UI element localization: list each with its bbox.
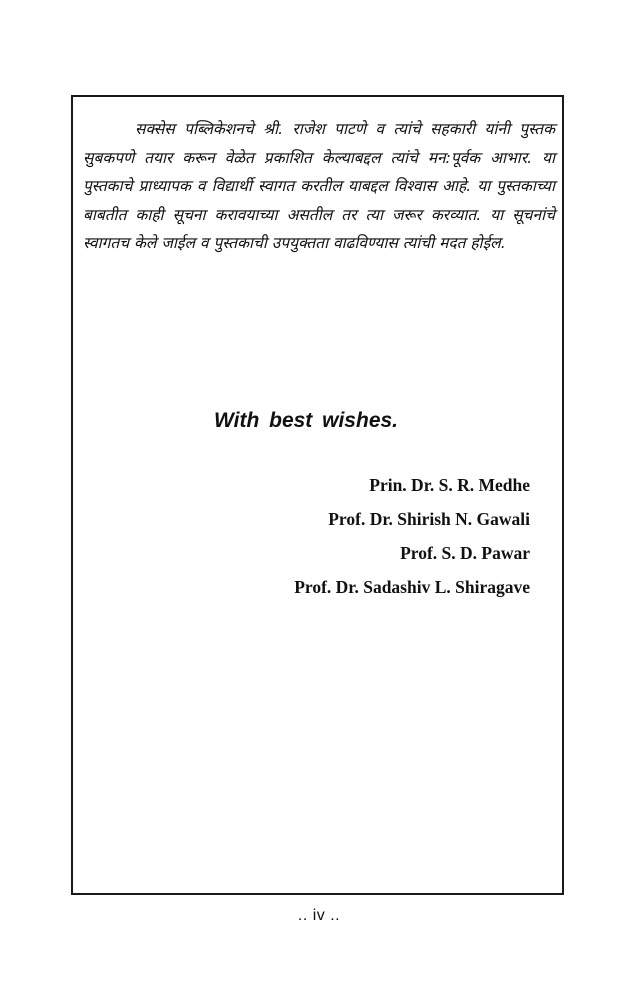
- signatories-block: [294, 468, 530, 604]
- signatory-name: Prof. Dr. Sadashiv L. Shiragave: [294, 577, 530, 597]
- page-border-frame: [71, 95, 564, 895]
- signatory-name: Prof. S. D. Pawar: [400, 543, 530, 563]
- acknowledgement-paragraph: सक्सेस पब्लिकेशनचे श्री. राजेश पाटणे व त्यांचे सहकारी यांनी पुस्तक सुबकपणे तयार करून वेळेत प्रकाशित केल्याबद्दल त्यांचे मन:पूर्वक आभार. या पुस्तकाचे प्राध्यापक व विद्यार्थी स्वागत करतील याबद्दल विश्वास आहे. या पुस्तकाच्या बाबतीत काही सूचना करावयाच्या असतील तर त्या जरूर करव्यात. या सूचनांचे स्वागतच केले जाईल व पुस्तकाची उपयुक्तता वाढविण्यास त्यांची मदत होईल.: [83, 120, 555, 252]
- signatory-name: Prin. Dr. S. R. Medhe: [369, 475, 530, 495]
- closing-greeting: With best wishes.: [214, 409, 399, 432]
- signatory-name: Prof. Dr. Shirish N. Gawali: [328, 509, 530, 529]
- page-number: .. iv ..: [297, 907, 341, 924]
